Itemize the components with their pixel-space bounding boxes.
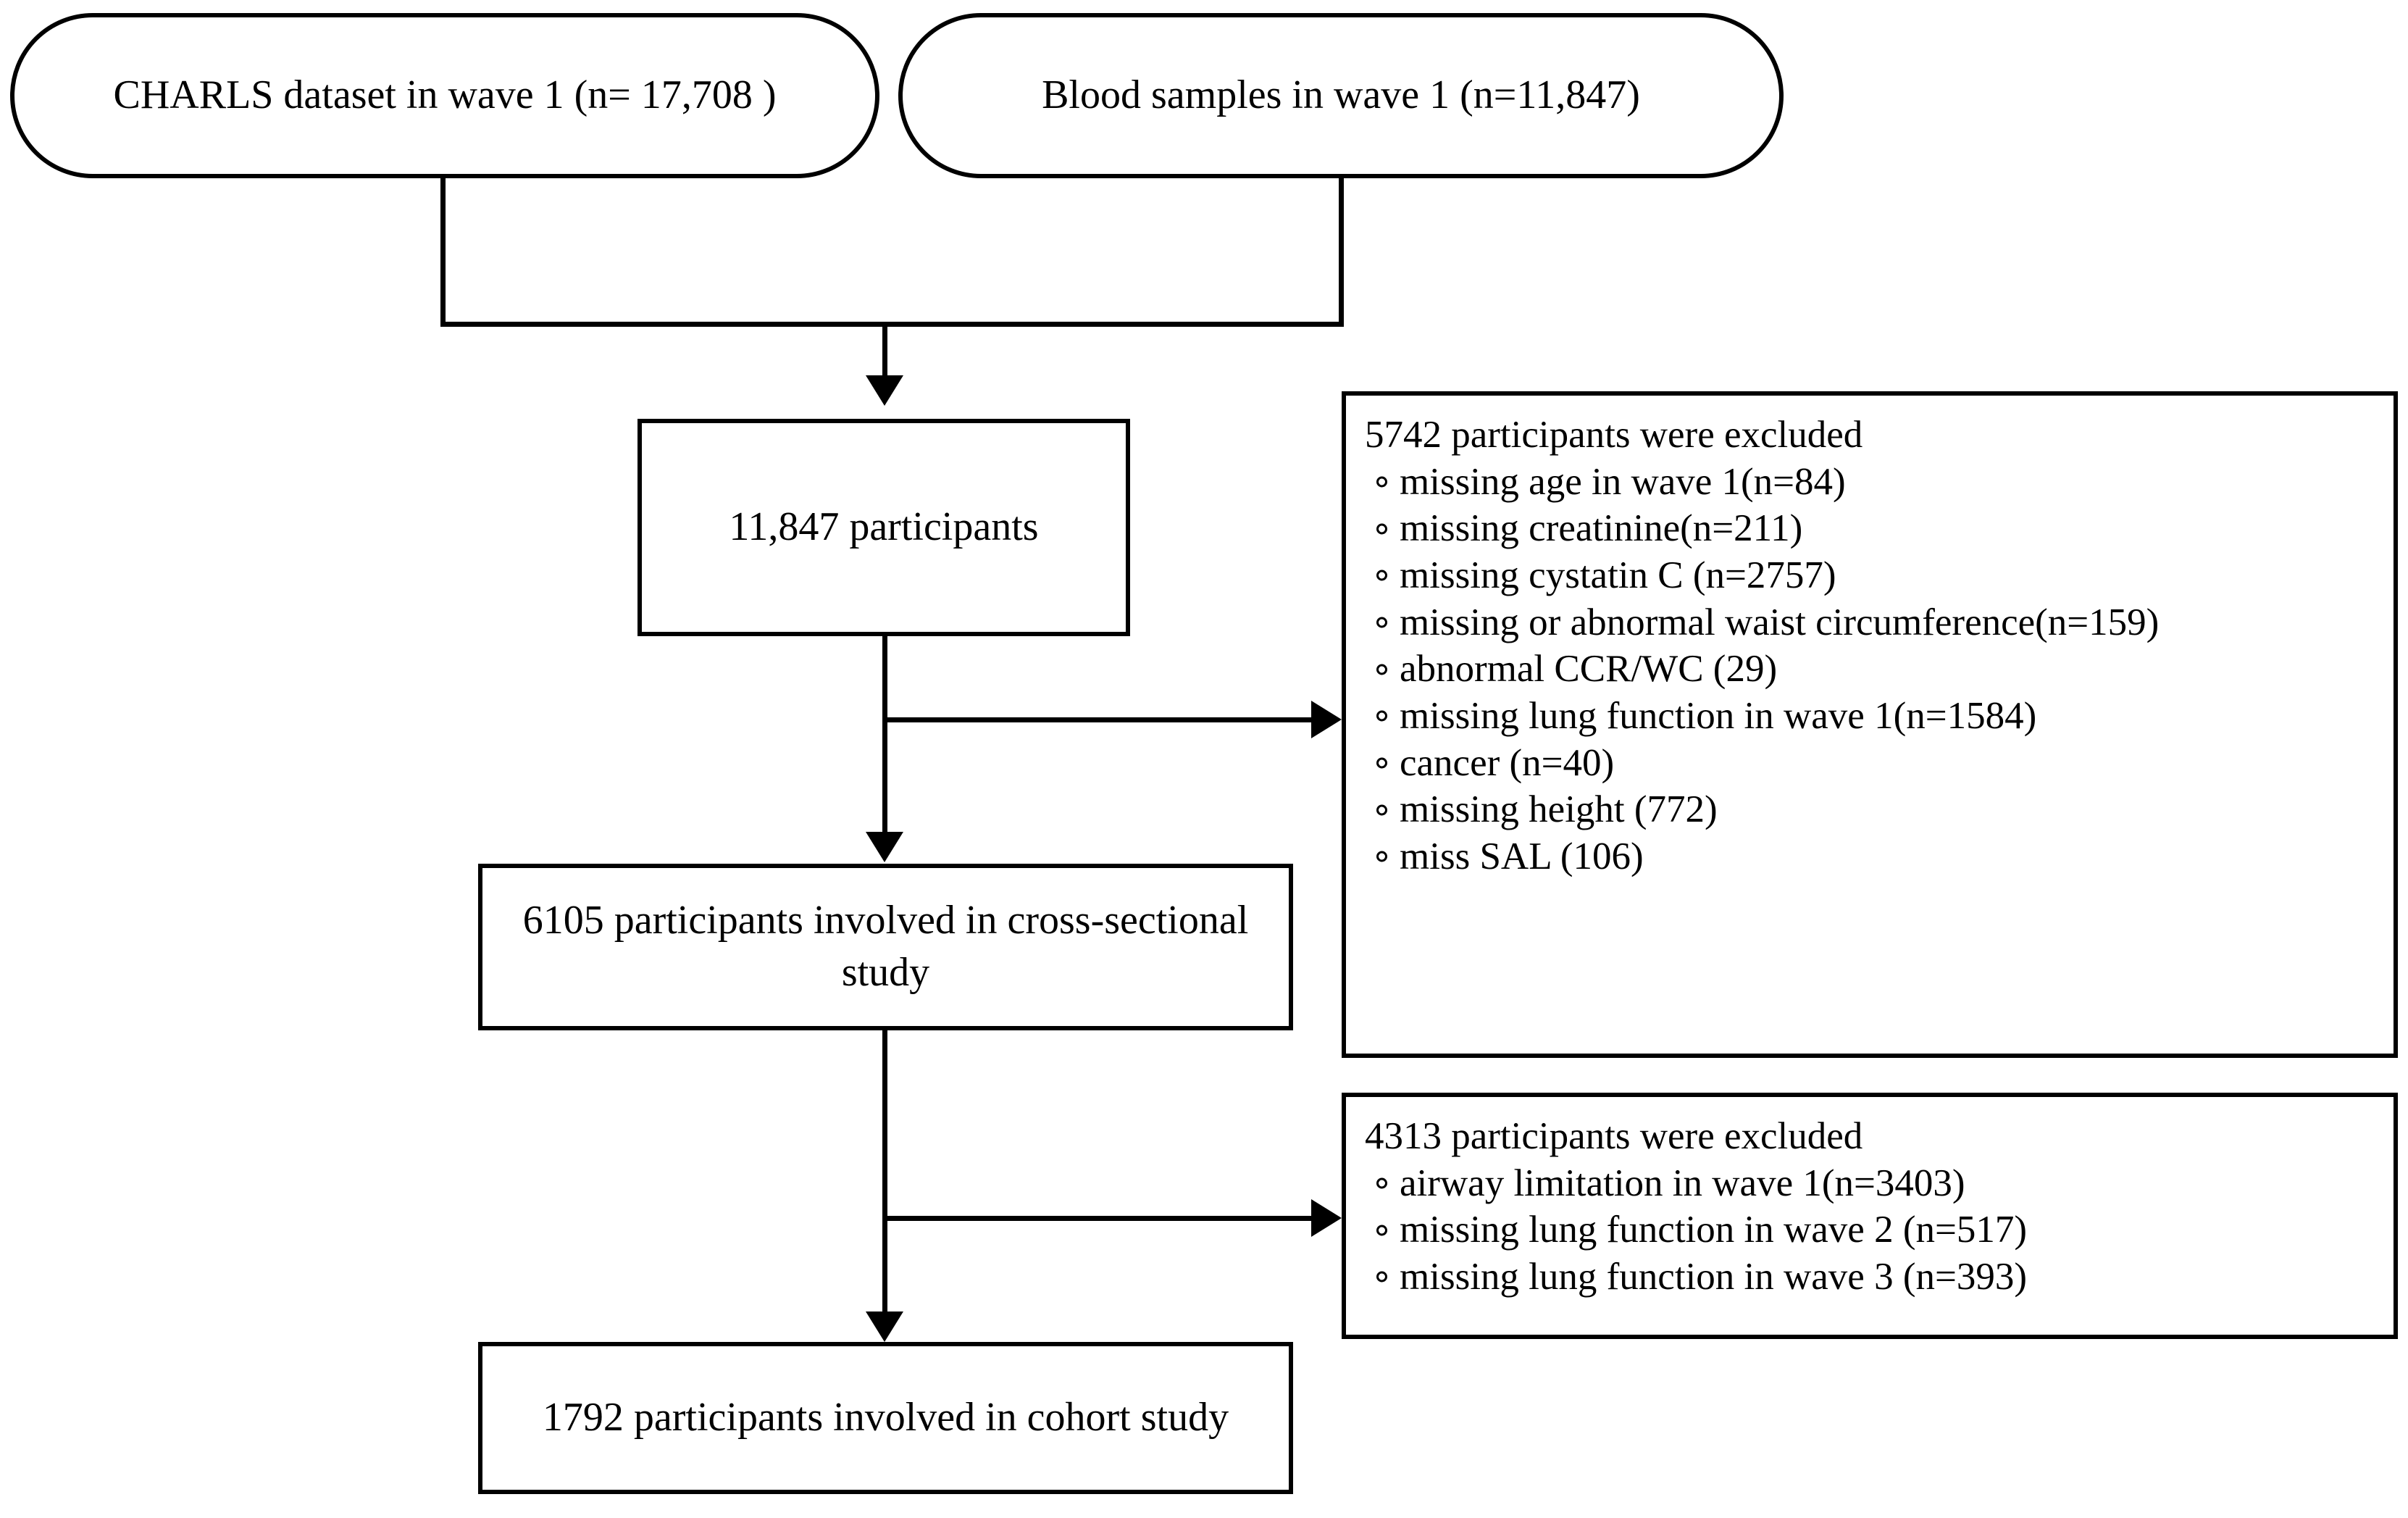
exclusion-box-1-title: 5742 participants were excluded bbox=[1365, 414, 1863, 456]
node-total-participants bbox=[637, 419, 1130, 636]
connector-excl1-horizontal bbox=[882, 717, 1333, 722]
list-item: missing cystatin C (n=2757) bbox=[1365, 552, 2380, 599]
list-item: missing lung function in wave 3 (n=393) bbox=[1365, 1254, 2380, 1301]
connector-charls-down bbox=[440, 178, 446, 326]
node-cohort-study bbox=[478, 1342, 1293, 1494]
arrow-join-to-total bbox=[866, 375, 903, 406]
list-item: missing creatinine(n=211) bbox=[1365, 505, 2380, 552]
node-charls-dataset-label: CHARLS dataset in wave 1 (n= 17,708 ) bbox=[113, 72, 777, 118]
exclusion-box-2-title: 4313 participants were excluded bbox=[1365, 1115, 1863, 1157]
exclusion-box-1 bbox=[1342, 391, 2398, 1058]
list-item: airway limitation in wave 1(n=3403) bbox=[1365, 1160, 2380, 1207]
node-blood-samples-label: Blood samples in wave 1 (n=11,847) bbox=[1042, 72, 1640, 118]
arrow-total-to-cross bbox=[866, 832, 903, 862]
node-total-participants-label: 11,847 participants bbox=[729, 504, 1039, 550]
list-item: missing lung function in wave 2 (n=517) bbox=[1365, 1206, 2380, 1254]
arrow-to-exclusion-1 bbox=[1311, 701, 1342, 738]
exclusion-box-2 bbox=[1342, 1093, 2398, 1339]
list-item: cancer (n=40) bbox=[1365, 740, 2380, 787]
node-cohort-study-label: 1792 participants involved in cohort study bbox=[542, 1395, 1229, 1440]
exclusion-box-1-list bbox=[1365, 459, 2380, 880]
list-item: missing age in wave 1(n=84) bbox=[1365, 459, 2380, 506]
node-charls-dataset bbox=[10, 13, 879, 178]
list-item: miss SAL (106) bbox=[1365, 833, 2380, 880]
list-item: missing lung function in wave 1(n=1584) bbox=[1365, 693, 2380, 740]
connector-total-down bbox=[882, 636, 887, 854]
arrow-cross-to-cohort bbox=[866, 1311, 903, 1342]
node-cross-sectional-label: 6105 participants involved in cross-sectional study bbox=[522, 898, 1249, 995]
connector-top-join bbox=[440, 322, 1344, 327]
exclusion-box-2-list bbox=[1365, 1160, 2380, 1301]
arrow-to-exclusion-2 bbox=[1311, 1199, 1342, 1237]
list-item: missing height (772) bbox=[1365, 786, 2380, 833]
connector-cross-down bbox=[882, 1030, 887, 1335]
node-blood-samples bbox=[898, 13, 1784, 178]
list-item: abnormal CCR/WC (29) bbox=[1365, 646, 2380, 693]
node-cross-sectional bbox=[478, 864, 1293, 1030]
connector-excl2-horizontal bbox=[882, 1216, 1333, 1221]
list-item: missing or abnormal waist circumference(n=159) bbox=[1365, 599, 2380, 646]
connector-blood-down bbox=[1339, 178, 1344, 326]
